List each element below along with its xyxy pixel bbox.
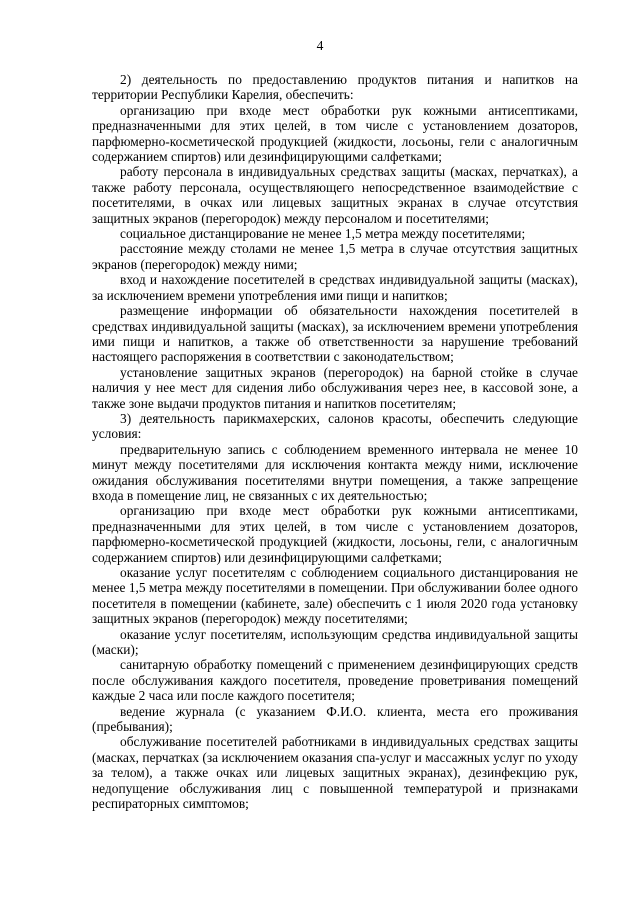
paragraph-social-distancing: социальное дистанцирование не менее 1,5 метра между посетителями; bbox=[120, 226, 526, 242]
paragraph-salon-hand-sanitizing: организацию при входе мест обработки рук кожными антисептиками, предназначенными для этих целей, в том числе с установлением дозаторов, парфюмерно-косметической продукцией (жидкости, лосьоны, гели, с аналогичным содержанием спиртов) или дезинфицирующими салфетками; bbox=[92, 503, 578, 565]
paragraph-food-services-intro: 2) деятельность по предоставлению продуктов питания и напитков на территории Республики Карелия, обеспечить: bbox=[92, 72, 578, 103]
page-number: 4 bbox=[316, 38, 324, 53]
paragraph-salons-intro: 3) деятельность парикмахерских, салонов красоты, обеспечить следующие условия: bbox=[92, 410, 578, 442]
paragraph-visitor-masks: вход и нахождение посетителей в средствах индивидуальной защиты (масках), за исключением времени употребления ими пищи и напитков; bbox=[92, 272, 578, 303]
paragraph-appointments: предварительную запись с соблюдением временного интервала не менее 10 минут между посетителями для исключения контакта между ними, исключение ожидания обслуживания посетителями внутри помещения, а также запрещение входа в помещение лиц, не связанных с их деятельностью; bbox=[92, 441, 578, 503]
paragraph-table-spacing: расстояние между столами не менее 1,5 метра в случае отсутствия защитных экранов (перегородок) между ними; bbox=[92, 241, 578, 272]
paragraph-staff-protective-equipment: работу персонала в индивидуальных средствах защиты (масках, перчатках), а также работу персонала, осуществляющего непосредственное взаимодействие с посетителями, в очках или лицевых защитных экранах в случае отсутствия защитных экранов (перегородок) между персоналом и посетителями; bbox=[92, 164, 578, 226]
paragraph-salon-distancing: оказание услуг посетителям с соблюдением социального дистанцирования не менее 1,5 метра между посетителями в помещении. При обслуживании более одного посетителя в помещении (кабинете, зале) обеспечить с 1 июля 2020 года установку защитных экранов (перегородок) между посетителями; bbox=[92, 565, 578, 627]
paragraph-protective-screens: установление защитных экранов (перегородок) на барной стойке в случае наличия у нее мест для сидения либо обслуживания через нее, в кассовой зоне, а также зоне выдачи продуктов питания и напитков посетителям; bbox=[92, 364, 578, 411]
paragraph-hand-sanitizing-stations: организацию при входе мест обработки рук кожными антисептиками, предназначенными для этих целей, в том числе с установлением дозаторов, парфюмерно-косметической продукцией (жидкости, лосьоны, гели с аналогичным содержанием спиртов) или дезинфицирующими салфетками; bbox=[92, 102, 578, 165]
document-body bbox=[92, 72, 578, 812]
paragraph-staff-ppe-service: обслуживание посетителей работниками в индивидуальных средствах защиты (масках, перчатках (за исключением оказания спа-услуг и массажных услуг по уходу за телом), а также очках или лицевых защитных экранах), дезинфекцию рук, недопущение обслуживания лиц с повышенной температурой и признаками респираторных симптомов; bbox=[92, 734, 578, 812]
paragraph-client-journal: ведение журнала (с указанием Ф.И.О. клиента, места его проживания (пребывания); bbox=[92, 703, 578, 735]
paragraph-mask-information: размещение информации об обязательности нахождения посетителей в средствах индивидуальной защиты (масках), за исключением времени употребления ими пищи и напитков, а также об ответственности за нарушение требований настоящего распоряжения в соответствии с законодательством; bbox=[92, 303, 578, 365]
paragraph-masked-visitors: оказание услуг посетителям, использующим средства индивидуальной защиты (маски); bbox=[92, 626, 578, 658]
paragraph-sanitation: санитарную обработку помещений с применением дезинфицирующих средств после обслуживания каждого посетителя, проведение проветривания помещений каждые 2 часа или после каждого посетителя; bbox=[92, 657, 578, 704]
